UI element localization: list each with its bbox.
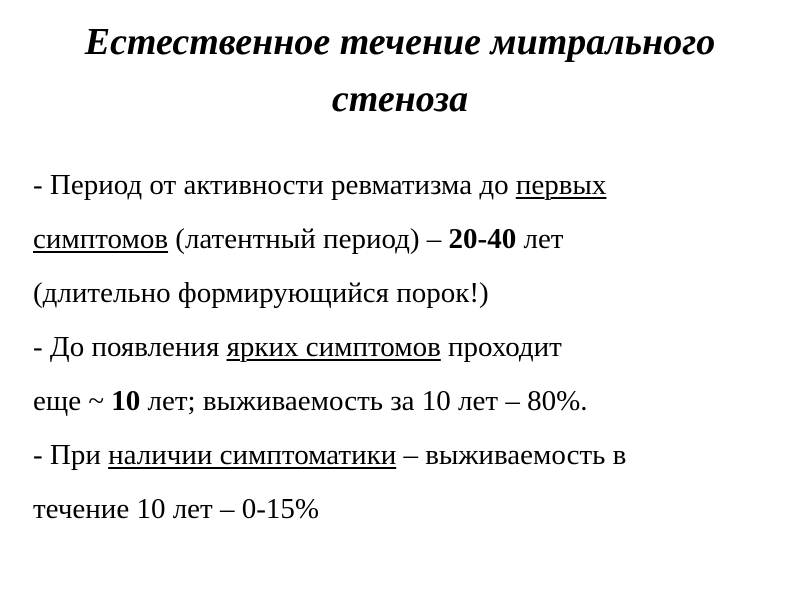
paragraph-line [33,266,773,320]
underlined-text: симптомов [33,223,169,255]
text-segment: (длительно формирующийся порок!) [33,277,489,309]
paragraph-line [33,158,773,212]
paragraph-line [33,212,773,266]
bold-text: 20-40 [448,223,517,255]
slide-body [33,158,773,536]
text-segment: проходит [440,331,562,363]
slide-title-line-2: стеноза [331,78,469,120]
text-segment: лет; выживаемость за 10 лет – 80%. [140,385,588,417]
bold-text: 10 [111,385,141,417]
text-segment: – выживаемость в [396,439,627,471]
text-segment: (латентный период) – [168,223,449,255]
paragraph-line [33,428,773,482]
paragraph-line [33,374,773,428]
text-segment: течение 10 лет – 0-15% [33,493,320,525]
text-segment: - До появления [33,331,227,363]
paragraph-symptomatic-survival [33,428,773,536]
paragraph-bright-symptoms [33,320,773,428]
underlined-text: первых [515,169,607,201]
text-segment: - Период от активности ревматизма до [33,169,516,201]
text-segment: - При [33,439,109,471]
slide-title-line-1: Естественное течение митрального [84,21,716,63]
paragraph-line [33,482,773,536]
text-segment: лет [516,223,564,255]
underlined-text: наличии симптоматики [108,439,397,471]
text-segment: еще ~ [33,385,112,417]
slide-title [0,14,800,128]
paragraph-line [33,320,773,374]
paragraph-latent-period [33,158,773,320]
underlined-text: ярких симптомов [226,331,441,363]
